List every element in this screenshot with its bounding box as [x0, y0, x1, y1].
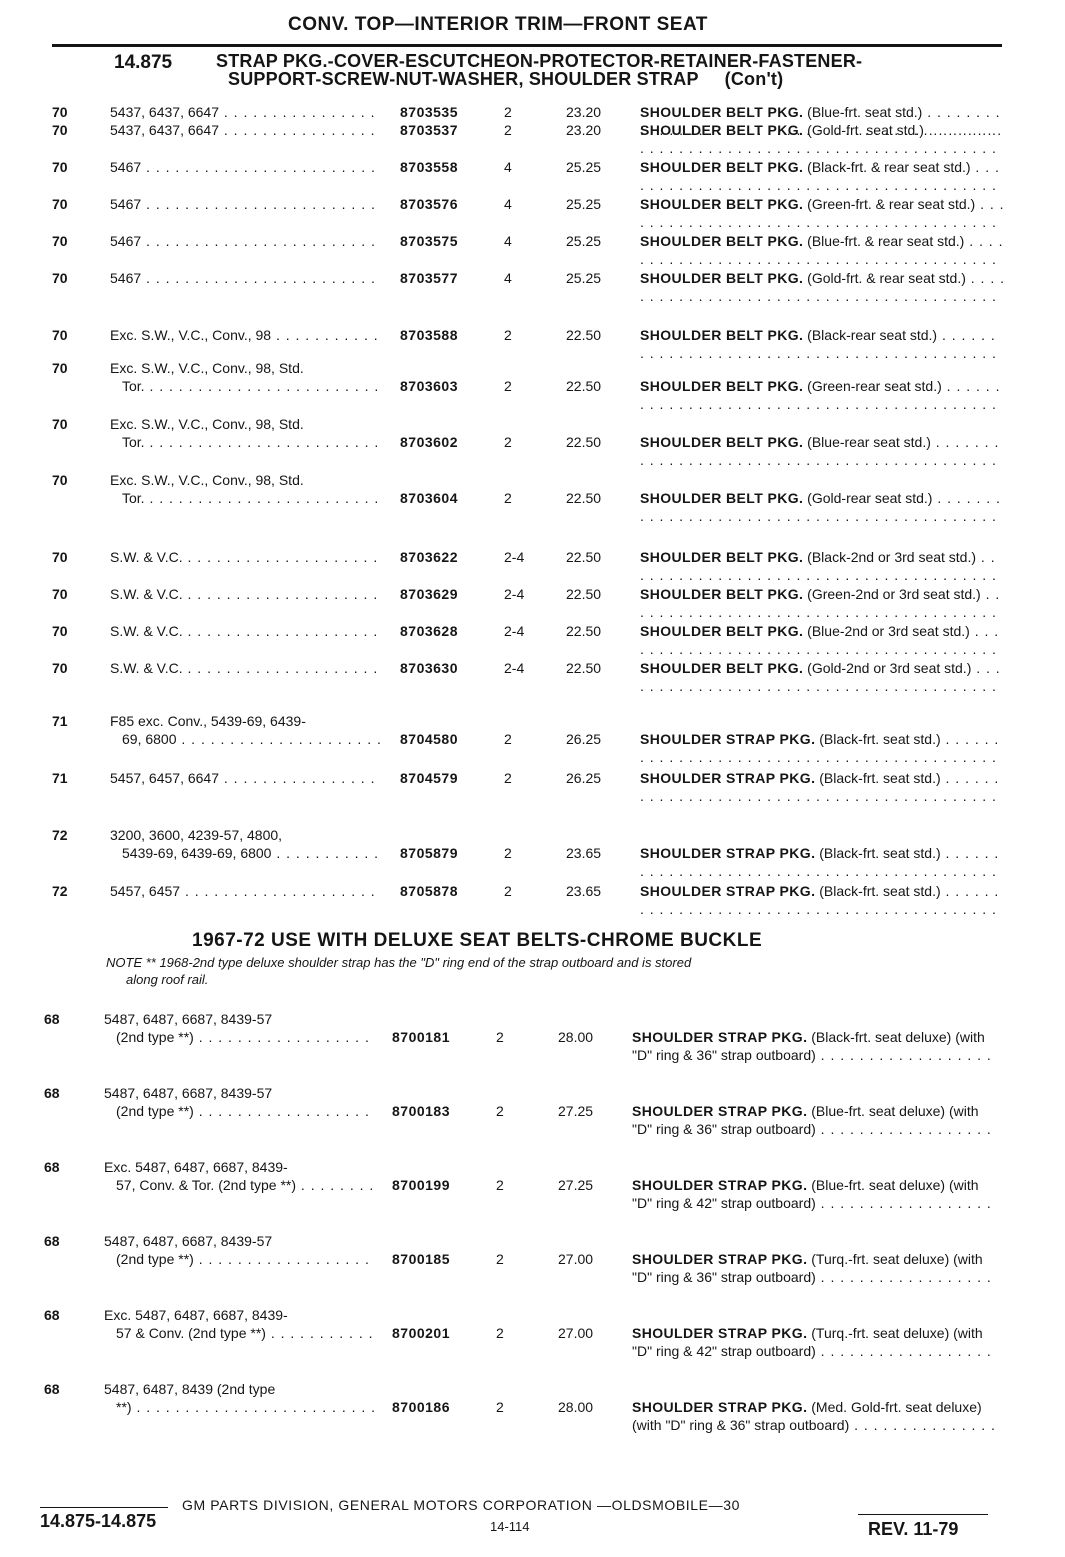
description — [640, 489, 1005, 525]
description-text: (Blue-2nd or 3rd seat std.) . . . — [640, 623, 999, 658]
description — [640, 622, 1005, 658]
quantity: 2 — [504, 378, 512, 394]
quantity: 2 — [496, 1325, 504, 1341]
model-year: 72 — [52, 883, 68, 899]
list-price: 27.25 — [558, 1103, 594, 1119]
application-line: Tor. . . . — [110, 433, 380, 451]
application-line: Exc. 5487, 6487, 6687, 8439- — [104, 1307, 288, 1323]
application — [110, 359, 380, 395]
part-number: 8703577 — [400, 270, 459, 286]
part-number: 8703535 — [400, 104, 459, 120]
subsection-note — [106, 954, 986, 988]
application — [104, 1232, 374, 1268]
list-price: 27.00 — [558, 1325, 594, 1341]
page-title: CONV. TOP—INTERIOR TRIM—FRONT SEAT — [288, 14, 708, 35]
description-title: SHOULDER BELT PKG. — [640, 378, 804, 394]
quantity: 2 — [504, 770, 512, 786]
quantity: 2-4 — [504, 586, 525, 602]
quantity: 4 — [504, 196, 512, 212]
quantity: 2 — [504, 434, 512, 450]
description-title: SHOULDER BELT PKG. — [640, 490, 804, 506]
application-line: 5487, 6487, 6687, 8439-57 — [104, 1233, 273, 1249]
section-title — [216, 52, 1006, 88]
part-number: 8703629 — [400, 586, 459, 602]
description — [640, 269, 1005, 305]
part-number: 8703630 — [400, 660, 459, 676]
part-number: 8703602 — [400, 434, 459, 450]
application — [110, 622, 380, 640]
quantity: 2-4 — [504, 549, 525, 565]
application — [110, 769, 380, 787]
description-text: (Blue-frt. seat deluxe) (with "D" ring & 36" strap outboard) . . . — [632, 1103, 992, 1138]
description-title: SHOULDER BELT PKG. — [640, 270, 804, 286]
part-number: 8704579 — [400, 770, 459, 786]
part-number: 8703622 — [400, 549, 459, 565]
title-rule — [52, 44, 1002, 47]
quantity: 4 — [504, 270, 512, 286]
part-number: 8703628 — [400, 623, 459, 639]
description — [632, 1176, 997, 1212]
application-line: S.W. & V.C. . . . — [110, 548, 380, 566]
description — [632, 1324, 997, 1360]
model-year: 68 — [44, 1085, 60, 1101]
application — [110, 882, 380, 900]
description — [640, 121, 1005, 157]
section-title-line2: SUPPORT-SCREW-NUT-WASHER, SHOULDER STRAP — [228, 69, 699, 89]
section-title-line2-wrap — [216, 70, 1006, 88]
application-line: F85 exc. Conv., 5439-69, 6439- — [110, 713, 306, 729]
note-line2: along roof rail. — [126, 972, 209, 987]
description-title: SHOULDER BELT PKG. — [640, 327, 804, 343]
application-line: S.W. & V.C. . . . — [110, 585, 380, 603]
description — [640, 659, 1005, 695]
application — [110, 585, 380, 603]
application-line: Exc. 5487, 6487, 6687, 8439- — [104, 1159, 288, 1175]
list-price: 28.00 — [558, 1029, 594, 1045]
description-title: SHOULDER BELT PKG. — [640, 233, 804, 249]
description — [640, 730, 1005, 766]
application — [110, 548, 380, 566]
application-line: Exc. S.W., V.C., Conv., 98 . . . — [110, 326, 380, 344]
model-year: 70 — [52, 122, 68, 138]
description-title: SHOULDER BELT PKG. — [640, 159, 804, 175]
model-year: 70 — [52, 233, 68, 249]
description-title: SHOULDER STRAP PKG. — [632, 1029, 808, 1045]
list-price: 22.50 — [566, 378, 602, 394]
description — [640, 585, 1005, 621]
model-year: 72 — [52, 827, 68, 843]
quantity: 2 — [504, 845, 512, 861]
description-title: SHOULDER STRAP PKG. — [632, 1103, 808, 1119]
quantity: 2 — [504, 327, 512, 343]
part-number: 8700186 — [392, 1399, 451, 1415]
part-number: 8703604 — [400, 490, 459, 506]
subsection-heading: 1967-72 USE WITH DELUXE SEAT BELTS-CHROME BUCKLE — [192, 930, 763, 951]
list-price: 27.00 — [558, 1251, 594, 1267]
description — [640, 844, 1005, 880]
model-year: 68 — [44, 1233, 60, 1249]
application-line: 5457, 6457, 6647 . . . — [110, 769, 380, 787]
list-price: 23.20 — [566, 104, 602, 120]
section-number: 14.875 — [114, 52, 173, 73]
model-year: 70 — [52, 660, 68, 676]
model-year: 70 — [52, 270, 68, 286]
list-price: 25.25 — [566, 233, 602, 249]
application-line: 5439-69, 6439-69, 6800 . . . — [110, 844, 380, 862]
quantity: 2 — [496, 1177, 504, 1193]
description — [640, 232, 1005, 268]
list-price: 22.50 — [566, 434, 602, 450]
description-title: SHOULDER BELT PKG. — [640, 434, 804, 450]
part-number: 8703588 — [400, 327, 459, 343]
description-title: SHOULDER STRAP PKG. — [640, 883, 816, 899]
description-title: SHOULDER BELT PKG. — [640, 549, 804, 565]
description-title: SHOULDER BELT PKG. — [640, 104, 804, 120]
quantity: 2 — [504, 731, 512, 747]
application-line: 5437, 6437, 6647 . . . — [110, 121, 380, 139]
part-number: 8703603 — [400, 378, 459, 394]
list-price: 25.25 — [566, 270, 602, 286]
description — [632, 1250, 997, 1286]
application-line: S.W. & V.C. . . . — [110, 622, 380, 640]
list-price: 25.25 — [566, 159, 602, 175]
description-text: (Black-frt. seat std.) . . . — [640, 883, 999, 918]
application — [110, 326, 380, 344]
description-text: (Blue-frt. seat std.) . . . — [640, 104, 1001, 139]
list-price: 25.25 — [566, 196, 602, 212]
description-title: SHOULDER BELT PKG. — [640, 623, 804, 639]
part-number: 8703575 — [400, 233, 459, 249]
note-line1: NOTE ** 1968-2nd type deluxe shoulder strap has the "D" ring end of the strap outboard and is stored — [106, 955, 692, 970]
quantity: 4 — [504, 159, 512, 175]
description-text: (Gold-2nd or 3rd seat std.) . . . — [640, 660, 1001, 695]
list-price: 23.65 — [566, 883, 602, 899]
application-line: 5487, 6487, 6687, 8439-57 — [104, 1085, 273, 1101]
part-number: 8700183 — [392, 1103, 451, 1119]
list-price: 22.50 — [566, 490, 602, 506]
application-line: Exc. S.W., V.C., Conv., 98, Std. — [110, 360, 304, 376]
application-line: (2nd type **) . . . — [104, 1102, 374, 1120]
description — [632, 1102, 997, 1138]
description-text: (Med. Gold-frt. seat deluxe) (with "D" ring & 36" strap outboard) . . . — [632, 1399, 996, 1434]
part-number: 8700199 — [392, 1177, 451, 1193]
description — [640, 769, 1005, 805]
quantity: 4 — [504, 233, 512, 249]
part-number: 8703537 — [400, 122, 459, 138]
application-line: 69, 6800 . . . — [110, 730, 380, 748]
list-price: 28.00 — [558, 1399, 594, 1415]
model-year: 68 — [44, 1381, 60, 1397]
quantity: 2 — [504, 490, 512, 506]
description-text: (Black-frt. seat std.) . . . — [640, 731, 999, 766]
application — [110, 103, 380, 121]
description-text: (Gold-frt. & rear seat std.) . . . — [640, 270, 1005, 305]
description-text: (Black-frt. seat std.) . . . — [640, 845, 999, 880]
application-line: S.W. & V.C. . . . — [110, 659, 380, 677]
description-title: SHOULDER STRAP PKG. — [640, 845, 816, 861]
application — [110, 712, 380, 748]
application-line: (2nd type **) . . . — [104, 1250, 374, 1268]
list-price: 22.50 — [566, 660, 602, 676]
quantity: 2-4 — [504, 660, 525, 676]
quantity: 2 — [496, 1029, 504, 1045]
description — [640, 377, 1005, 413]
description — [640, 433, 1005, 469]
application — [110, 471, 380, 507]
quantity: 2 — [496, 1103, 504, 1119]
application — [110, 195, 380, 213]
description-text: (Turq.-frt. seat deluxe) (with "D" ring & 42" strap outboard) . . . — [632, 1325, 992, 1360]
description-text: (Green-rear seat std.) . . . — [640, 378, 1000, 413]
application-line: 57 & Conv. (2nd type **) . . . — [104, 1324, 374, 1342]
application — [110, 659, 380, 677]
application — [110, 158, 380, 176]
model-year: 70 — [52, 472, 68, 488]
description-text: (Black-frt. & rear seat std.) . . . — [640, 159, 1000, 194]
description-text: (Blue-rear seat std.) . . . — [640, 434, 999, 469]
application — [104, 1010, 374, 1046]
description-text: (Blue-frt. & rear seat std.) . . . — [640, 233, 1003, 268]
model-year: 71 — [52, 770, 68, 786]
part-number: 8705878 — [400, 883, 459, 899]
list-price: 26.25 — [566, 731, 602, 747]
description-title: SHOULDER STRAP PKG. — [632, 1399, 808, 1415]
application-line: 5457, 6457 . . . — [110, 882, 380, 900]
list-price: 22.50 — [566, 327, 602, 343]
application — [110, 415, 380, 451]
model-year: 70 — [52, 327, 68, 343]
footer-revision: REV. 11-79 — [868, 1519, 959, 1539]
quantity: 2-4 — [504, 623, 525, 639]
model-year: 70 — [52, 586, 68, 602]
application — [104, 1380, 374, 1416]
application — [110, 121, 380, 139]
model-year: 70 — [52, 159, 68, 175]
description — [640, 548, 1005, 584]
description — [640, 882, 1005, 918]
description-text: (Black-rear seat std.) . . . — [640, 327, 997, 362]
description — [632, 1398, 997, 1434]
list-price: 23.20 — [566, 122, 602, 138]
description-title: SHOULDER STRAP PKG. — [632, 1251, 808, 1267]
application — [110, 232, 380, 250]
section-title-line1: STRAP PKG.-COVER-ESCUTCHEON-PROTECTOR-RETAINER-FASTENER- — [216, 51, 863, 71]
description-title: SHOULDER STRAP PKG. — [640, 731, 816, 747]
application-line: Tor. . . . — [110, 377, 380, 395]
description-text: (Green-2nd or 3rd seat std.) . . . — [640, 586, 1000, 621]
list-price: 22.50 — [566, 586, 602, 602]
part-number: 8700201 — [392, 1325, 451, 1341]
application-line: 5467 . . . — [110, 195, 380, 213]
part-number: 8700185 — [392, 1251, 451, 1267]
part-number: 8703558 — [400, 159, 459, 175]
description-text: (Gold-frt. seat std.) . . . — [640, 122, 1002, 157]
description-title: SHOULDER STRAP PKG. — [640, 770, 816, 786]
list-price: 27.25 — [558, 1177, 594, 1193]
footer-rule-left — [40, 1507, 168, 1508]
description — [632, 1028, 997, 1064]
application-line: Tor. . . . — [110, 489, 380, 507]
description — [640, 158, 1005, 194]
description — [640, 195, 1005, 231]
footer-publisher: GM PARTS DIVISION, GENERAL MOTORS CORPORATION —OLDSMOBILE—30 — [182, 1497, 740, 1513]
application-line: **) . . . — [104, 1398, 374, 1416]
description-title: SHOULDER STRAP PKG. — [632, 1325, 808, 1341]
description-text: (Black-2nd or 3rd seat std.) . . . — [640, 549, 997, 584]
model-year: 68 — [44, 1011, 60, 1027]
model-year: 70 — [52, 416, 68, 432]
description-text: (Turq.-frt. seat deluxe) (with "D" ring & 36" strap outboard) . . . — [632, 1251, 992, 1286]
model-year: 70 — [52, 549, 68, 565]
description-text: (Black-frt. seat std.) . . . — [640, 770, 999, 805]
footer-rule-right — [858, 1514, 988, 1515]
application — [110, 269, 380, 287]
application-line: (2nd type **) . . . — [104, 1028, 374, 1046]
application-line: Exc. S.W., V.C., Conv., 98, Std. — [110, 472, 304, 488]
footer-page-number: 14-114 — [490, 1519, 530, 1534]
application-line: 5487, 6487, 6687, 8439-57 — [104, 1011, 273, 1027]
section-continued: (Con't) — [724, 69, 784, 89]
description-title: SHOULDER BELT PKG. — [640, 196, 804, 212]
description-title: SHOULDER BELT PKG. — [640, 122, 804, 138]
quantity: 2 — [496, 1399, 504, 1415]
quantity: 2 — [504, 104, 512, 120]
description-text: (Black-frt. seat deluxe) (with "D" ring & 36" strap outboard) . . . — [632, 1029, 992, 1064]
model-year: 70 — [52, 196, 68, 212]
model-year: 68 — [44, 1307, 60, 1323]
part-number: 8700181 — [392, 1029, 451, 1045]
application-line: 5467 . . . — [110, 158, 380, 176]
quantity: 2 — [496, 1251, 504, 1267]
application-line: 5437, 6437, 6647 . . . — [110, 103, 380, 121]
model-year: 70 — [52, 104, 68, 120]
model-year: 70 — [52, 623, 68, 639]
application — [104, 1306, 374, 1342]
description-text: (Gold-rear seat std.) . . . — [640, 490, 1001, 525]
application-line: 5467 . . . — [110, 269, 380, 287]
description-text: (Blue-frt. seat deluxe) (with "D" ring & 42" strap outboard) . . . — [632, 1177, 992, 1212]
list-price: 22.50 — [566, 549, 602, 565]
part-number: 8704580 — [400, 731, 459, 747]
part-number: 8703576 — [400, 196, 459, 212]
list-price: 22.50 — [566, 623, 602, 639]
description-title: SHOULDER STRAP PKG. — [632, 1177, 808, 1193]
list-price: 26.25 — [566, 770, 602, 786]
model-year: 71 — [52, 713, 68, 729]
description-text: (Green-frt. & rear seat std.) . . . — [640, 196, 1005, 231]
application-line: 57, Conv. & Tor. (2nd type **) . . . — [104, 1176, 374, 1194]
application — [110, 826, 380, 862]
application-line: 3200, 3600, 4239-57, 4800, — [110, 827, 283, 843]
application-line: 5467 . . . — [110, 232, 380, 250]
quantity: 2 — [504, 883, 512, 899]
application-line: 5487, 6487, 8439 (2nd type — [104, 1381, 276, 1397]
part-number: 8705879 — [400, 845, 459, 861]
application — [104, 1084, 374, 1120]
description-title: SHOULDER BELT PKG. — [640, 660, 804, 676]
description — [640, 326, 1005, 362]
footer-section-range: 14.875-14.875 — [40, 1511, 157, 1531]
model-year: 70 — [52, 360, 68, 376]
list-price: 23.65 — [566, 845, 602, 861]
model-year: 68 — [44, 1159, 60, 1175]
application — [104, 1158, 374, 1194]
description-title: SHOULDER BELT PKG. — [640, 586, 804, 602]
quantity: 2 — [504, 122, 512, 138]
application-line: Exc. S.W., V.C., Conv., 98, Std. — [110, 416, 304, 432]
